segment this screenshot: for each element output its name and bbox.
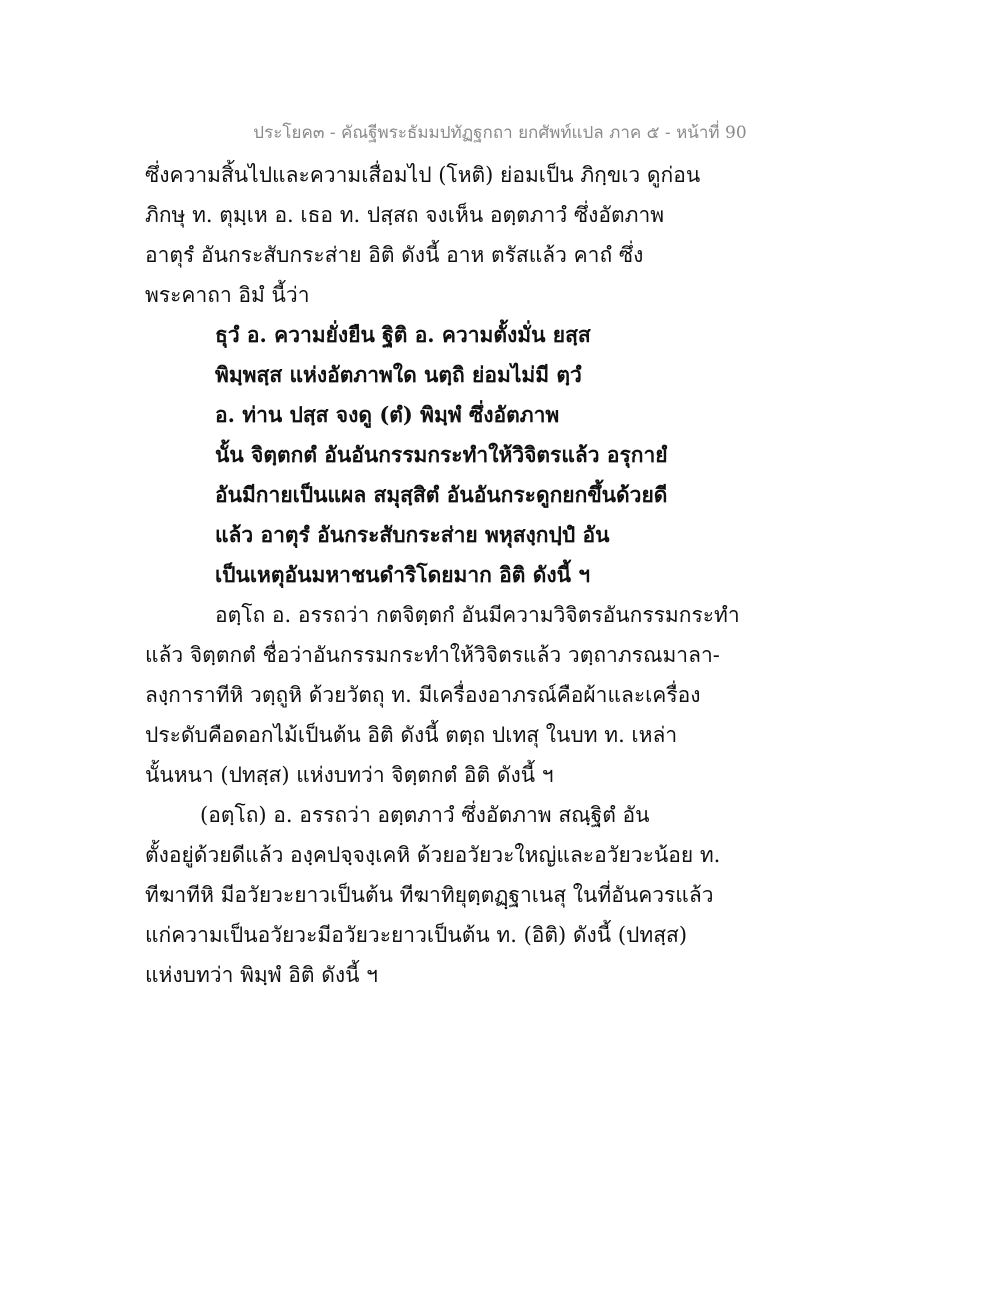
verse-line: แล้ว อาตุรํ อันกระสับกระส่าย พหุสงฺกปฺปํ อัน [215, 522, 610, 547]
text-line: อตฺโถ อ. อรรถว่า กตจิตฺตกํ อันมีความวิจิตรอันกรรมกระทำ [215, 603, 740, 627]
paragraph-intro [145, 155, 925, 315]
text-line: ซึ่งความสิ้นไปและความเสื่อมไป (โหติ) ย่อมเป็น ภิกฺขเว ดูก่อน [145, 163, 701, 187]
text-line: นั้นหนา (ปทสฺส) แห่งบทว่า จิตฺตกตํ อิติ ดังนี้ ฯ [145, 763, 554, 787]
text-line: ตั้งอยู่ด้วยดีแล้ว องฺคปจฺจงฺเคหิ ด้วยอวัยวะใหญ่และอวัยวะน้อย ท. [145, 843, 721, 867]
verse-line: อ. ท่าน ปสฺส จงดู (ตํ) พิมฺพํ ซึ่งอัตภาพ [215, 402, 560, 427]
text-line: แก่ความเป็นอวัยวะมีอวัยวะยาวเป็นต้น ท. (อิติ) ดังนี้ (ปทสฺส) [145, 923, 688, 947]
verse-line: อันมีกายเป็นแผล สมุสฺสิตํ อันอันกระดูกยกขึ้นด้วยดี [215, 482, 668, 507]
text-line: แห่งบทว่า พิมฺพํ อิติ ดังนี้ ฯ [145, 963, 378, 987]
text-line: พระคาถา อิมํ นี้ว่า [145, 283, 310, 307]
paragraph-commentary-cittakata [145, 595, 925, 795]
text-line: ภิกษุ ท. ตุมฺเห อ. เธอ ท. ปสฺสถ จงเห็น อตฺตภาวํ ซึ่งอัตภาพ [145, 203, 665, 227]
text-line: อาตุรํ อันกระสับกระส่าย อิติ ดังนี้ อาห ตรัสแล้ว คาถํ ซึ่ง [145, 243, 644, 267]
body-text [145, 155, 925, 995]
verse-block [145, 315, 925, 595]
text-line: แล้ว จิตฺตกตํ ชื่อว่าอันกรรมกระทำให้วิจิตรแล้ว วตฺถาภรณมาลา- [145, 643, 720, 667]
verse-line: เป็นเหตุอันมหาชนดำริโดยมาก อิติ ดังนี้ ฯ [215, 562, 591, 587]
verse-line: นั้น จิตฺตกตํ อันอันกรรมกระทำให้วิจิตรแล้ว อรุกายํ [215, 442, 668, 467]
text-line: ลงฺการาทีหิ วตฺถูหิ ด้วยวัตถุ ท. มีเครื่องอาภรณ์คือผ้าและเครื่อง [145, 683, 701, 707]
paragraph-commentary-bimba [145, 795, 925, 995]
verse-line: พิมฺพสฺส แห่งอัตภาพใด นตฺถิ ย่อมไม่มี ตฺวํ [215, 362, 582, 387]
text-line: (อตฺโถ) อ. อรรถว่า อตฺตภาวํ ซึ่งอัตภาพ สณฺฐิตํ อัน [200, 803, 650, 827]
verse-line: ธุวํ อ. ความยั่งยืน ฐิติ อ. ความตั้งมั่น ยสฺส [215, 322, 591, 347]
text-line: ประดับคือดอกไม้เป็นต้น อิติ ดังนี้ ตตฺถ ปเทสุ ในบท ท. เหล่า [145, 723, 678, 747]
running-head: ประโยค๓ - คัณฐีพระธัมมปทัฏฐกถา ยกศัพท์แปล ภาค ๕ - หน้าที่ 90 [253, 123, 747, 143]
text-line: ทีฆาทีหิ มีอวัยวะยาวเป็นต้น ทีฆาทิยุตฺตฏฺฐาเนสุ ในที่อันควรแล้ว [145, 883, 714, 907]
